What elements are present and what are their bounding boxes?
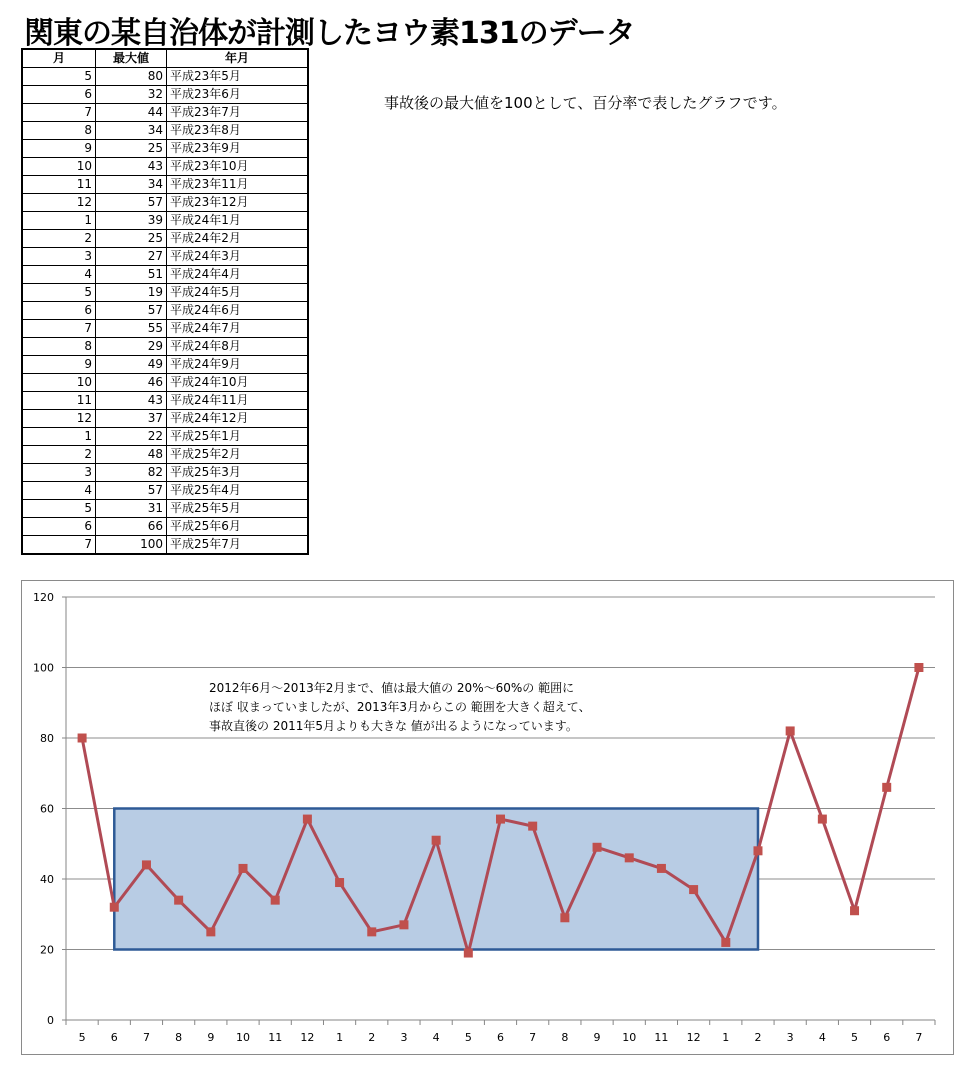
table-row xyxy=(22,194,308,212)
cell-max-value: 46 xyxy=(96,374,167,392)
x-tick-label: 10 xyxy=(236,1031,251,1044)
cell-year-month: 平成24年1月 xyxy=(167,212,309,230)
table-row xyxy=(22,410,308,428)
data-table xyxy=(21,48,309,555)
x-tick-label: 12 xyxy=(300,1031,315,1044)
cell-month: 11 xyxy=(22,392,96,410)
data-point xyxy=(367,927,376,936)
cell-month: 4 xyxy=(22,482,96,500)
table-row xyxy=(22,320,308,338)
data-point xyxy=(464,949,473,958)
data-point xyxy=(625,853,634,862)
cell-max-value: 100 xyxy=(96,536,167,555)
y-tick-label: 20 xyxy=(40,943,54,957)
cell-month: 10 xyxy=(22,374,96,392)
cell-year-month: 平成24年4月 xyxy=(167,266,309,284)
cell-month: 12 xyxy=(22,410,96,428)
cell-max-value: 32 xyxy=(96,86,167,104)
cell-year-month: 平成24年9月 xyxy=(167,356,309,374)
cell-max-value: 34 xyxy=(96,122,167,140)
cell-month: 2 xyxy=(22,230,96,248)
y-tick-label: 0 xyxy=(47,1014,54,1027)
data-point xyxy=(78,734,87,743)
cell-month: 6 xyxy=(22,302,96,320)
data-point xyxy=(657,864,666,873)
cell-year-month: 平成24年2月 xyxy=(167,230,309,248)
table-row xyxy=(22,536,308,555)
cell-month: 7 xyxy=(22,536,96,555)
x-tick-label: 11 xyxy=(268,1031,283,1044)
cell-max-value: 57 xyxy=(96,194,167,212)
data-point xyxy=(689,885,698,894)
x-tick-label: 7 xyxy=(142,1031,150,1044)
y-tick-label: 100 xyxy=(33,661,54,675)
cell-month: 11 xyxy=(22,176,96,194)
cell-month: 6 xyxy=(22,518,96,536)
table-row xyxy=(22,212,308,230)
cell-year-month: 平成23年10月 xyxy=(167,158,309,176)
table-row xyxy=(22,374,308,392)
data-point xyxy=(496,815,505,824)
cell-month: 7 xyxy=(22,320,96,338)
x-tick-label: 2 xyxy=(754,1031,762,1044)
x-tick-label: 8 xyxy=(561,1031,569,1044)
data-point xyxy=(432,836,441,845)
cell-year-month: 平成24年8月 xyxy=(167,338,309,356)
table-row xyxy=(22,122,308,140)
y-tick-label: 40 xyxy=(40,873,54,886)
cell-max-value: 49 xyxy=(96,356,167,374)
x-tick-label: 2 xyxy=(368,1031,376,1044)
table-row xyxy=(22,518,308,536)
chart-annotation-line: ほぼ 収まっていましたが、2013年3月からこの 範囲を大きく超えて、 xyxy=(209,700,591,714)
x-tick-label: 3 xyxy=(400,1031,408,1044)
cell-max-value: 48 xyxy=(96,446,167,464)
x-tick-label: 6 xyxy=(883,1031,891,1044)
data-point xyxy=(399,920,408,929)
x-tick-label: 7 xyxy=(529,1031,537,1044)
data-point xyxy=(560,913,569,922)
table-row xyxy=(22,248,308,266)
cell-month: 5 xyxy=(22,284,96,302)
cell-year-month: 平成24年6月 xyxy=(167,302,309,320)
cell-month: 6 xyxy=(22,86,96,104)
cell-year-month: 平成25年2月 xyxy=(167,446,309,464)
x-tick-label: 6 xyxy=(110,1031,118,1044)
cell-max-value: 39 xyxy=(96,212,167,230)
table-row xyxy=(22,140,308,158)
table-header-row xyxy=(22,49,308,68)
data-point xyxy=(110,903,119,912)
x-tick-label: 9 xyxy=(207,1031,215,1044)
cell-year-month: 平成24年7月 xyxy=(167,320,309,338)
table-row xyxy=(22,446,308,464)
line-chart xyxy=(22,581,953,1054)
table-row xyxy=(22,158,308,176)
table-row xyxy=(22,428,308,446)
cell-month: 7 xyxy=(22,104,96,122)
x-tick-label: 11 xyxy=(654,1031,669,1044)
page-title: 関東の某自治体が計測したヨウ素131のデータ xyxy=(24,16,635,51)
data-point xyxy=(271,896,280,905)
cell-max-value: 19 xyxy=(96,284,167,302)
cell-max-value: 27 xyxy=(96,248,167,266)
data-point xyxy=(850,906,859,915)
header-year-month: 年月 xyxy=(167,49,309,68)
cell-month: 4 xyxy=(22,266,96,284)
chart-annotation-line: 事故直後の 2011年5月よりも大きな 値が出るようになっています。 xyxy=(209,719,578,733)
x-tick-label: 4 xyxy=(818,1031,826,1044)
cell-max-value: 34 xyxy=(96,176,167,194)
x-tick-label: 5 xyxy=(78,1031,86,1044)
cell-max-value: 44 xyxy=(96,104,167,122)
cell-month: 8 xyxy=(22,338,96,356)
table-row xyxy=(22,356,308,374)
cell-max-value: 57 xyxy=(96,302,167,320)
data-point xyxy=(593,843,602,852)
data-point xyxy=(753,846,762,855)
cell-month: 9 xyxy=(22,356,96,374)
data-point xyxy=(335,878,344,887)
data-point xyxy=(721,938,730,947)
table-row xyxy=(22,500,308,518)
cell-year-month: 平成25年6月 xyxy=(167,518,309,536)
cell-year-month: 平成24年12月 xyxy=(167,410,309,428)
cell-max-value: 22 xyxy=(96,428,167,446)
table-row xyxy=(22,176,308,194)
cell-year-month: 平成23年12月 xyxy=(167,194,309,212)
data-point xyxy=(528,822,537,831)
cell-max-value: 82 xyxy=(96,464,167,482)
y-tick-label: 60 xyxy=(40,802,54,816)
chart-annotation-line: 2012年6月～2013年2月まで、値は最大値の 20%～60%の 範囲に xyxy=(209,681,575,695)
cell-max-value: 57 xyxy=(96,482,167,500)
data-point xyxy=(206,927,215,936)
cell-year-month: 平成25年4月 xyxy=(167,482,309,500)
cell-year-month: 平成23年9月 xyxy=(167,140,309,158)
x-tick-label: 3 xyxy=(786,1031,794,1044)
cell-month: 1 xyxy=(22,212,96,230)
cell-max-value: 66 xyxy=(96,518,167,536)
cell-year-month: 平成25年1月 xyxy=(167,428,309,446)
data-point xyxy=(786,726,795,735)
data-point xyxy=(818,815,827,824)
cell-year-month: 平成25年3月 xyxy=(167,464,309,482)
cell-year-month: 平成24年3月 xyxy=(167,248,309,266)
data-point xyxy=(882,783,891,792)
x-tick-label: 8 xyxy=(175,1031,183,1044)
cell-max-value: 29 xyxy=(96,338,167,356)
header-max-value: 最大値 xyxy=(96,49,167,68)
y-tick-label: 120 xyxy=(33,591,54,604)
cell-max-value: 80 xyxy=(96,68,167,86)
cell-month: 5 xyxy=(22,500,96,518)
data-point xyxy=(303,815,312,824)
cell-month: 3 xyxy=(22,464,96,482)
table-body xyxy=(22,68,308,555)
data-point xyxy=(142,860,151,869)
data-point xyxy=(914,663,923,672)
cell-month: 12 xyxy=(22,194,96,212)
cell-month: 3 xyxy=(22,248,96,266)
cell-year-month: 平成23年7月 xyxy=(167,104,309,122)
cell-year-month: 平成23年8月 xyxy=(167,122,309,140)
cell-year-month: 平成24年11月 xyxy=(167,392,309,410)
table-row xyxy=(22,302,308,320)
cell-month: 10 xyxy=(22,158,96,176)
cell-max-value: 43 xyxy=(96,392,167,410)
x-tick-label: 7 xyxy=(915,1031,923,1044)
header-month: 月 xyxy=(22,49,96,68)
table-row xyxy=(22,482,308,500)
x-tick-label: 12 xyxy=(686,1031,701,1044)
table-row xyxy=(22,266,308,284)
cell-max-value: 51 xyxy=(96,266,167,284)
x-tick-label: 1 xyxy=(336,1031,344,1044)
cell-year-month: 平成24年10月 xyxy=(167,374,309,392)
x-tick-label: 4 xyxy=(432,1031,440,1044)
y-tick-label: 80 xyxy=(40,732,54,745)
x-tick-label: 5 xyxy=(851,1031,859,1044)
cell-year-month: 平成25年5月 xyxy=(167,500,309,518)
table-row xyxy=(22,86,308,104)
cell-year-month: 平成23年6月 xyxy=(167,86,309,104)
cell-max-value: 31 xyxy=(96,500,167,518)
chart-note: 事故後の最大値を100として、百分率で表したグラフです。 xyxy=(384,94,787,112)
table-row xyxy=(22,68,308,86)
table-row xyxy=(22,338,308,356)
cell-month: 8 xyxy=(22,122,96,140)
cell-max-value: 43 xyxy=(96,158,167,176)
cell-max-value: 25 xyxy=(96,140,167,158)
cell-month: 9 xyxy=(22,140,96,158)
table-row xyxy=(22,392,308,410)
chart-frame xyxy=(21,580,954,1055)
cell-max-value: 55 xyxy=(96,320,167,338)
x-tick-label: 6 xyxy=(497,1031,504,1044)
x-tick-label: 10 xyxy=(622,1031,637,1044)
data-point xyxy=(174,896,183,905)
table-row xyxy=(22,104,308,122)
cell-month: 5 xyxy=(22,68,96,86)
x-tick-label: 9 xyxy=(593,1031,601,1044)
cell-year-month: 平成25年7月 xyxy=(167,536,309,555)
x-tick-label: 1 xyxy=(722,1031,730,1044)
cell-year-month: 平成23年11月 xyxy=(167,176,309,194)
cell-max-value: 25 xyxy=(96,230,167,248)
cell-year-month: 平成23年5月 xyxy=(167,68,309,86)
table-row xyxy=(22,464,308,482)
x-tick-label: 5 xyxy=(464,1031,472,1044)
table-row xyxy=(22,230,308,248)
data-point xyxy=(239,864,248,873)
cell-month: 2 xyxy=(22,446,96,464)
cell-month: 1 xyxy=(22,428,96,446)
table-row xyxy=(22,284,308,302)
cell-year-month: 平成24年5月 xyxy=(167,284,309,302)
cell-max-value: 37 xyxy=(96,410,167,428)
